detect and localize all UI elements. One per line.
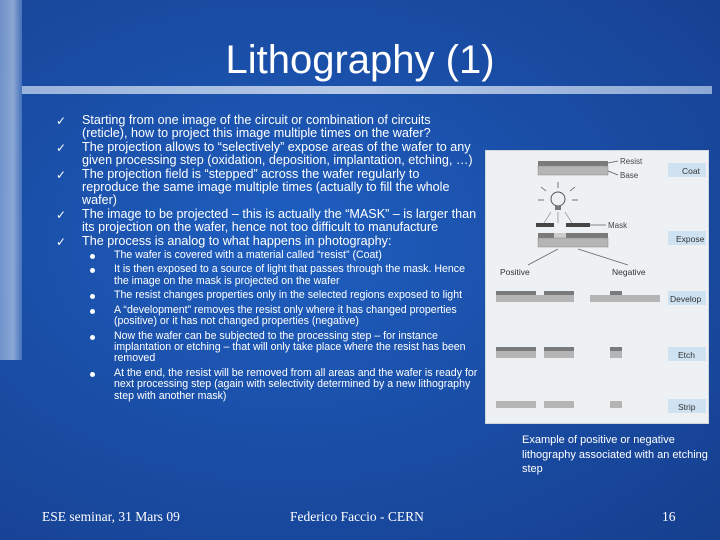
mask-segment xyxy=(536,223,554,227)
sub-bullet-item xyxy=(82,331,478,365)
bullet-text: The image to be projected – this is actually the “MASK” – is larger than its projection on the wafer, hence not too difficult to manufacture xyxy=(82,206,477,235)
sub-bullet-item xyxy=(82,264,478,287)
base-layer xyxy=(610,351,622,358)
mask-label: Mask xyxy=(608,221,628,230)
resist-negative xyxy=(610,347,622,351)
bullet-text: Starting from one image of the circuit or combination of circuits (reticle), how to project this image multiple times on the wafer? xyxy=(82,113,431,141)
negative-label: Negative xyxy=(612,267,646,277)
resist-negative xyxy=(610,291,622,295)
bullet-dot-icon xyxy=(90,309,95,314)
page-number: 16 xyxy=(662,509,676,524)
arrow-line xyxy=(578,249,628,265)
resist-positive xyxy=(496,291,536,295)
base-label: Base xyxy=(620,171,639,180)
footer-event: ESE seminar, 31 Mars 09 xyxy=(42,509,180,524)
base-layer xyxy=(496,401,536,408)
bullet-item xyxy=(56,208,478,235)
lithography-diagram xyxy=(485,150,709,424)
light-bulb-icon xyxy=(538,182,578,210)
etch-label: Etch xyxy=(678,350,696,360)
base-layer xyxy=(544,351,574,358)
sub-bullet-text: Now the wafer can be subjected to the processing step – for instance implantation or etching – that will only take place where the resist has been removed xyxy=(114,329,466,365)
bullet-dot-icon xyxy=(90,254,95,259)
slide-title: Lithography (1) xyxy=(225,38,495,82)
strip-label: Strip xyxy=(678,402,696,412)
base-layer xyxy=(538,238,608,247)
mask-segment xyxy=(566,223,590,227)
sub-bullet-text: At the end, the resist will be removed from all areas and the wafer is ready for next processing step (again with selectivity determined by a new lithography step with another mask) xyxy=(114,366,478,402)
sub-bullet-item xyxy=(82,305,478,328)
bullet-dot-icon xyxy=(90,294,95,299)
sub-bullet-item xyxy=(82,368,478,402)
sub-bullet-text: The resist changes properties only in the selected regions exposed to light xyxy=(114,289,463,302)
expose-label: Expose xyxy=(676,234,705,244)
leader-line xyxy=(608,171,618,175)
resist-positive xyxy=(544,347,574,351)
figure-caption: Example of positive or negative lithography associated with an etching step xyxy=(522,434,708,475)
footer-author: Federico Faccio - CERN xyxy=(290,509,424,524)
base-layer xyxy=(538,166,608,175)
light-ray xyxy=(565,212,572,223)
resist-layer xyxy=(538,233,608,238)
bullet-item xyxy=(56,114,478,141)
arrow-line xyxy=(528,249,558,265)
bullet-item xyxy=(56,141,478,168)
checkmark-icon: ✓ xyxy=(56,114,67,128)
bullet-text: The projection field is “stepped” across the wafer regularly to reproduce the same image multiple times (actually to fill the whole wafer) xyxy=(82,166,450,208)
resist-label: Resist xyxy=(620,157,643,166)
decorative-title-underline xyxy=(22,86,712,94)
leader-line xyxy=(608,161,618,163)
bullet-dot-icon xyxy=(90,268,95,273)
checkmark-icon: ✓ xyxy=(56,140,67,155)
bullet-dot-icon xyxy=(90,335,95,340)
base-layer xyxy=(496,351,536,358)
base-layer xyxy=(544,401,574,408)
bullet-item xyxy=(56,235,478,402)
bullet-text: The projection allows to “selectively” expose areas of the wafer to any given processing step (oxidation, deposition, implantation, etching, …) xyxy=(82,139,473,168)
light-ray xyxy=(544,212,551,223)
sub-bullet-item xyxy=(82,290,478,301)
base-layer xyxy=(610,401,622,408)
resist-positive xyxy=(496,347,536,351)
base-layer xyxy=(590,295,660,302)
base-layer xyxy=(496,295,574,302)
exposed-resist xyxy=(554,233,566,238)
resist-positive xyxy=(544,291,574,295)
checkmark-icon: ✓ xyxy=(56,167,67,182)
checkmark-icon: ✓ xyxy=(56,207,67,222)
bullet-dot-icon xyxy=(90,372,95,377)
bullet-text: The process is analog to what happens in photography: xyxy=(82,233,392,248)
sub-bullet-list xyxy=(82,250,478,402)
bullet-item xyxy=(56,168,478,208)
sub-bullet-text: It is then exposed to a source of light that passes through the mask. Hence the image on the mask is projected on the wafer xyxy=(114,263,465,287)
sub-bullet-text: A “development” removes the resist only where it has changed properties (positive) or it has not changed properties (negative) xyxy=(114,303,457,328)
positive-label: Positive xyxy=(500,267,530,277)
sub-bullet-item xyxy=(82,250,478,261)
lithography-diagram-svg xyxy=(486,151,708,423)
coat-label: Coat xyxy=(682,166,700,176)
develop-label: Develop xyxy=(670,294,702,304)
sub-bullet-text: The wafer is covered with a material called “resist” (Coat) xyxy=(114,249,382,262)
checkmark-icon: ✓ xyxy=(56,234,67,249)
bullet-list xyxy=(56,114,478,405)
resist-layer xyxy=(538,161,608,166)
